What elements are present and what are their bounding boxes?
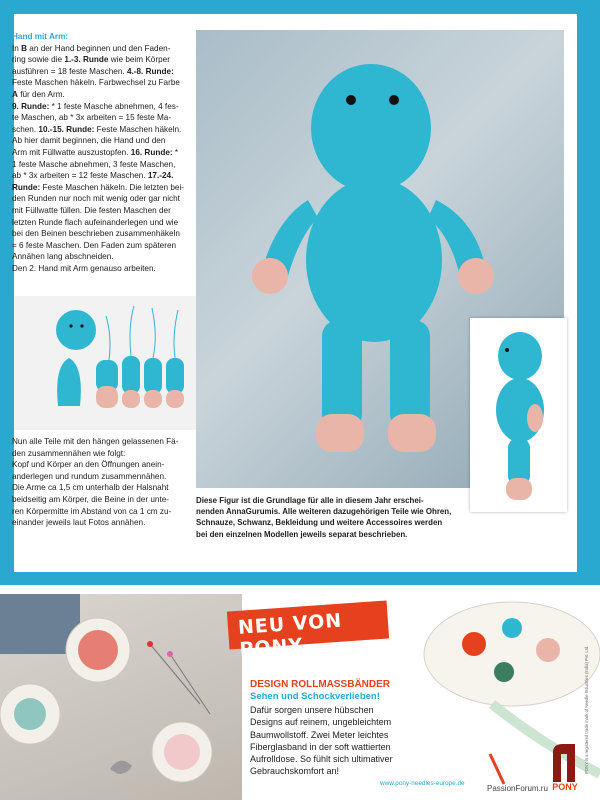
pony-label: PONY (552, 782, 578, 792)
section-heading: Hand mit Arm: (12, 32, 69, 41)
ad-body-line: Designs auf reinem, ungebleichtem (250, 717, 392, 728)
instruction-line: te Maschen, ab * 3x arbeiten = 15 feste Ma- (12, 113, 172, 123)
pony-logo (545, 742, 585, 792)
instruction-line: In B an der Hand beginnen und den Faden- (12, 43, 171, 53)
assembly-line: Nun alle Teile mit den hängen gelassenen Fä- (12, 437, 179, 446)
figure-caption (196, 495, 461, 540)
assembly-text (12, 436, 200, 529)
ad-body-line: Dafür sorgen unsere hübschen (250, 705, 374, 715)
ad-body (250, 704, 410, 778)
parts-photo (14, 296, 196, 430)
assembly-line: beidseitig am Körper, die Beine in der unte- (12, 494, 170, 504)
ad-body-line: Baumwollstoff. Zwei Meter leichtes (250, 729, 389, 740)
caption-line: Schnauze, Schwanz, Bekleidung und weitere Accessoires werden (196, 518, 443, 528)
assembly-line: Die Arme ca 1,5 cm unterhalb der Halsnaht (12, 483, 169, 493)
instruction-line: A für den Arm. (12, 89, 65, 99)
instruction-line: Den 2. Hand mit Arm genauso arbeiten. (12, 263, 156, 273)
assembly-line: Kopf und Körper an den Öffnungen anein- (12, 460, 165, 470)
instruction-line: bei den Beinen beschrieben zusammenhäkeln (12, 229, 180, 239)
assembly-line: einander jeweils laut Fotos annähen. (12, 518, 146, 528)
ad-body-line: Fiberglasband in der soft wattierten (250, 741, 391, 752)
instruction-line: Ab hier damit beginnen, die Hand und den (12, 136, 166, 146)
caption-line: Diese Figur ist die Grundlage für alle in diesem Jahr erschei- (196, 496, 424, 505)
ad-url[interactable]: www.pony-needles-europe.de (380, 780, 465, 787)
side-view-photo (470, 318, 567, 512)
instruction-line: Annähen lang abschneiden. (12, 252, 114, 262)
instructions-text (12, 43, 200, 275)
banner-text: NEU VON PONY (237, 609, 343, 661)
instruction-line: = 6 feste Maschen. Den Faden zum späteren (12, 240, 177, 250)
instruction-line: ausführen = 18 feste Maschen. 4.-8. Runde: (12, 66, 174, 76)
instruction-line: Arm mit Füllwatte auszustopfen. 16. Runde: * (12, 147, 179, 157)
instruction-line: ring sowie die 1.-3. Runde wie beim Körper (12, 55, 170, 65)
ad-subtitle: Sehen und Schockverlieben! (250, 691, 380, 702)
instruction-line: Runde: Feste Maschen häkeln. Die letzten bei- (12, 182, 185, 192)
advertisement (0, 594, 600, 800)
caption-line: nenden AnnaGurumis. Alle weiteren dazugehörigen Teile wie Ohren, (196, 507, 452, 517)
assembly-line: anderlegen und rundum zusammennähen. (12, 471, 167, 481)
caption-line: bei den einzelnen Modellen jeweils separat beschrieben. (196, 529, 408, 539)
instruction-line: schen. 10.-15. Runde: Feste Maschen häkeln. (12, 124, 182, 134)
instruction-line: 1 feste Masche abnehmen, 3 feste Maschen, (12, 159, 176, 169)
ad-body-line: Aufrolldose. So fühlt sich ultimativer (250, 754, 393, 765)
assembly-line: den zusammennähen wie folgt: (12, 448, 126, 458)
instructions-column (12, 31, 200, 274)
instruction-line: mit Füllwatte füllen. Die festen Maschen der (12, 205, 171, 215)
watermark: PassionForum.ru (487, 784, 548, 793)
instruction-line: letzten Runde flach aufeinanderlegen und wie (12, 217, 179, 227)
legal-note: PONY is a registered trade mark of Needle Industries (India) Pvt. Ltd. (584, 645, 589, 774)
instruction-line: den Runden nur noch mit wenig oder gar nicht (12, 194, 180, 204)
assembly-line: ren Körpermitte im Abstand von ca 1 cm zu- (12, 506, 172, 516)
instruction-line: Feste Maschen häkeln. Farbwechsel zu Farbe (12, 78, 180, 88)
ad-photo (0, 594, 242, 800)
ad-title: DESIGN ROLLMASSBÄNDER (250, 679, 391, 690)
instruction-line: ab * 3x arbeiten = 12 feste Maschen. 17.-24. (12, 171, 174, 181)
instruction-line: 9. Runde: * 1 feste Masche abnehmen, 4 fes- (12, 101, 179, 111)
pony-logo-icon (545, 742, 585, 784)
ad-body-line: Gebrauchskomfort an! (250, 766, 340, 777)
